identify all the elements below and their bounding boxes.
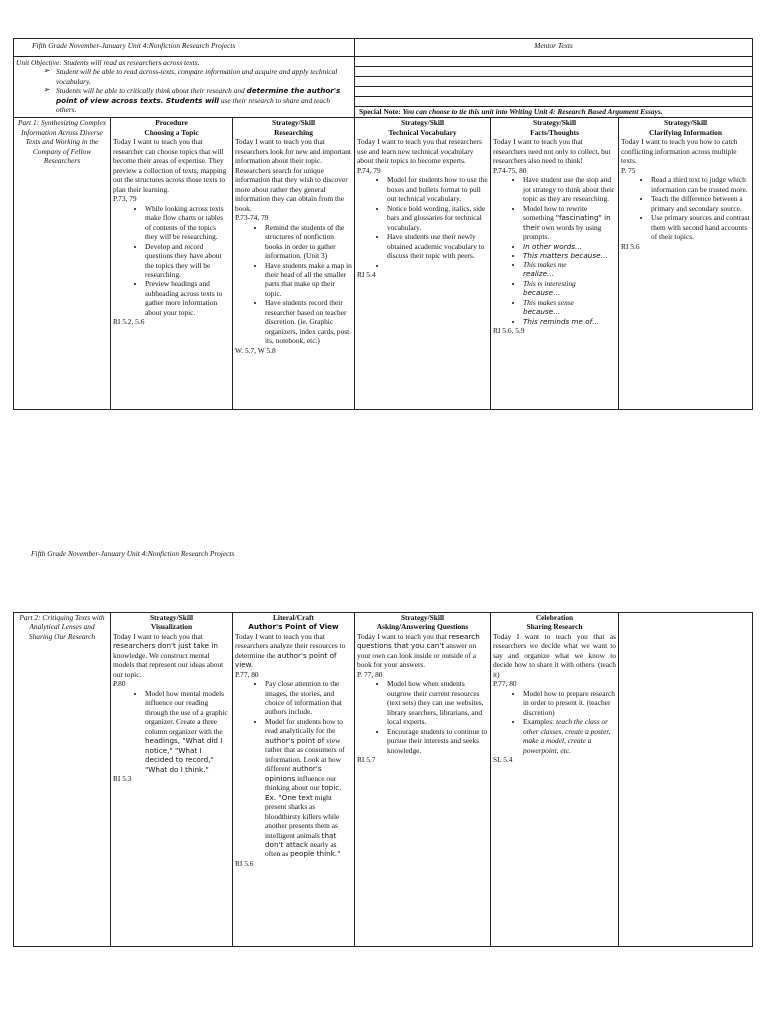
- column-heading: Sharing Research: [526, 622, 583, 632]
- column-heading: Asking/Answering Questions: [376, 622, 469, 632]
- page-reference: P.77, 80: [493, 679, 517, 689]
- strategy-bullet: • Model how to prepare research in order to present it. (teacher discretion): [523, 689, 616, 717]
- column-category: Celebration: [535, 613, 574, 622]
- page-reference: P. 77, 80: [357, 669, 383, 679]
- standards: RI 5.6, 5.9: [493, 326, 525, 336]
- unit-objective-cell: [14, 57, 355, 118]
- column-heading: Visualization: [150, 622, 193, 632]
- unit-objective-title: Unit Objective: Students will read as researchers across texts.: [16, 58, 200, 67]
- strategy-bullet: • Notice bold wording, italics, side bars and glossaries for technical vocabulary.: [387, 204, 488, 232]
- strategy-bullet: • While looking across texts make flow charts or tables of contents of the topics they will be researching.: [145, 204, 230, 242]
- mentor-text-line: [355, 77, 753, 87]
- standards: RI 5.2, 5.6: [113, 317, 145, 327]
- standards: RI 5.3: [113, 773, 132, 783]
- mentor-text-line: [355, 87, 753, 97]
- standards: RI 5.7: [357, 755, 376, 765]
- page-reference: P.73, 79: [113, 194, 137, 204]
- objective-item: ➢ Students will be able to critically think about their research and determine the author's point of view across texts. Students will use their research to share and teach others.: [56, 86, 352, 114]
- strategy-bullet: • Teach the difference between a primary and secondary source.: [651, 194, 750, 213]
- objective-hand-text: determine the author's point of view across texts. Students will: [56, 86, 341, 105]
- teaching-point: Today I want to teach you that researcher can choose topics that will become their areas of expertise. They preview a collection of texts, mapping out the structures across those texts to plan their learning.: [113, 137, 227, 194]
- prompt-bullet: • This makes me realize…: [523, 260, 616, 279]
- authors-point-of-view-column: [233, 613, 355, 947]
- column-category: Procedure: [155, 118, 188, 128]
- special-note-text: You can choose to tie this unit into Writing Unit 4: Research Based Argument Essays.: [402, 107, 663, 116]
- teaching-point: Today I want to teach you how to catch conflicting information across multiple texts.: [621, 137, 738, 166]
- mentor-text-line: [355, 57, 753, 67]
- standards: W. 5.7, W 5.8: [235, 345, 276, 355]
- objective-item: ➢ Student will be able to read across-texts, compare information and acquire and apply technical vocabulary.: [56, 67, 352, 86]
- clarifying-information-column: [619, 118, 753, 410]
- strategy-bullet: • Preview headings and subheading across texts to gather more information about your topic.: [145, 279, 230, 317]
- unit-title-cell: [14, 39, 355, 57]
- special-note-cell: [355, 107, 753, 118]
- teaching-point: Today I want to teach you that researchers need not only to collect, but researchers also need to think!: [493, 137, 611, 166]
- standards: RI 5.6: [621, 241, 640, 251]
- teaching-point: Today I want to teach you that researchers analyze their resources to determine the author's point of view.: [235, 631, 346, 670]
- sharing-research-column: [491, 613, 619, 947]
- strategy-bullet: • Model how to rewrite something "fascinating" in their own words by using prompts.: [523, 204, 616, 242]
- standards: RI 5.4: [357, 269, 376, 279]
- strategy-bullet: • Model for students how to use the boxes and bullets format to pull out technical vocabulary.: [387, 175, 488, 203]
- page-reference: P. 75: [621, 165, 636, 175]
- facts-thoughts-column: [491, 118, 619, 410]
- column-heading: Choosing a Topic: [144, 127, 199, 137]
- column-category: Strategy/Skill: [271, 118, 316, 128]
- unit-title-page-2: Fifth Grade November-January Unit 4:Nonfiction Research Projects: [31, 549, 235, 558]
- technical-vocabulary-column: [355, 118, 491, 410]
- researching-column: [233, 118, 355, 410]
- strategy-bullet: • Have students use their newly obtained academic vocabulary to discuss their topic with peers.: [387, 232, 488, 260]
- empty-column: [619, 613, 753, 947]
- mentor-text-line: [355, 67, 753, 77]
- part-2-label: Part 2: Critiquing Texts with Analytical Lenses and Sharing Our Research: [14, 613, 111, 947]
- strategy-bullet: • Develop and record questions they have about the topics they will be researching.: [145, 242, 230, 280]
- strategy-bullet: • Have students make a map in their head of all the smaller parts that make up their topic.: [265, 261, 352, 299]
- mentor-texts-header: [355, 39, 753, 57]
- strategy-bullet: • Encourage students to continue to pursue their interests and seeks knowledge.: [387, 727, 488, 755]
- strategy-bullet: • Use primary sources and contrast them with second hand accounts of their topics.: [651, 213, 750, 241]
- page-reference: P.73-74, 79: [235, 213, 269, 223]
- page-reference: P.77, 80: [235, 669, 259, 679]
- special-note-label: Special Note:: [359, 107, 401, 116]
- page-reference: P.74, 79: [357, 165, 381, 175]
- column-category: Strategy/Skill: [400, 613, 445, 622]
- standards: RI 5.6: [235, 858, 254, 868]
- strategy-bullet: • Examples: teach the class or other classes, create a poster, make a model, create a powerpoint, etc.: [523, 717, 616, 755]
- column-category: Strategy/Skill: [400, 118, 445, 128]
- prompt-bullet: • This is interesting because…: [523, 279, 616, 298]
- teaching-point: Today I want to teach you that researchers look for new and important information about their topic. Researchers search for unique information that they wish to discover more about rather they general information they can obtain from the book.: [235, 137, 351, 213]
- part-1-label: Part 1: Synthesizing Complex Information Across Diverse Texts and Working in the Company of Fellow Researchers: [14, 118, 111, 410]
- visualization-column: [111, 613, 233, 947]
- column-heading: Technical Vocabulary: [388, 127, 457, 137]
- strategy-bullet: • Model for students how to read analytically for the author's point of view rather that as consumers of information. Look at how different author's opinions influence our thinking about our topic. Ex. "One text might present sharks as bloodthirsty killers while another presents them as intelligent animals that don't attack nearly as often as people think.": [265, 717, 352, 859]
- teaching-point: Today I want to teach you that research questions that you can't answer on your own can look inside or outside of a book for your answers.: [357, 631, 480, 670]
- strategy-bullet: • Have students record their researcher based on teacher discretion. (ie. Graphic organizers, index cards, post its, notebook, etc.): [265, 298, 352, 345]
- column-category: Strategy/Skill: [663, 118, 708, 128]
- strategy-bullet: • Have student use the stop and jot strategy to think about their topic as they are researching.: [523, 175, 616, 203]
- teaching-point: Today I want to teach you that researchers don't just take in knowledge. We construct mental models that represent our ideas about our topic.: [113, 631, 224, 679]
- column-heading: Clarifying Information: [649, 127, 722, 137]
- strategy-bullet: • Pay close attention to the images, the stories, and choice of information that authors include.: [265, 679, 352, 717]
- hand-text: "fascinating" in their: [523, 213, 611, 232]
- teaching-point: Today I want to teach you that as researchers we decide what we want to say and organize what we know to decide how to share it with others. (teach it): [493, 631, 616, 679]
- unit-table-part2: [13, 612, 753, 947]
- standards: SL 5.4: [493, 755, 513, 765]
- strategy-bullet: • Model how mental models influence our reading through the use of a graphic organizer. Create a three column organizer with the headings, "What did I notice," "What I decided to record," "What do I think.": [145, 689, 230, 774]
- prompt-bullet: • This makes sense because…: [523, 298, 616, 317]
- mentor-text-line: [355, 97, 753, 107]
- mentor-texts-label: Mentor Texts: [534, 41, 573, 50]
- column-heading: Facts/Thoughts: [530, 127, 579, 137]
- strategy-bullet: • Read a third text to judge which information can be trusted more.: [651, 175, 750, 194]
- teaching-point: Today I want to teach you that researchers use and learn new technical vocabulary about their topics to become experts.: [357, 137, 482, 166]
- unit-title: Fifth Grade November-January Unit 4:Nonfiction Research Projects: [32, 41, 236, 50]
- asking-answering-questions-column: [355, 613, 491, 947]
- prompt-bullet: • In other words…: [523, 242, 616, 251]
- choosing-topic-column: [111, 118, 233, 410]
- column-category: Strategy/Skill: [532, 118, 577, 128]
- strategy-bullet: • Model how when students outgrow their current resources (text sets) they can use websites, library searchers, librarians, and local experts.: [387, 679, 488, 726]
- column-category: Strategy/Skill: [149, 613, 194, 622]
- page-reference: P.74-75, 80: [493, 165, 527, 175]
- strategy-bullet: • Remind the students of the structures of nonfiction books in order to gather information. (Unit 3): [265, 223, 352, 261]
- column-category: Literal/Craft: [272, 613, 315, 622]
- unit-table-part1: [13, 38, 753, 410]
- column-heading: Author's Point of View: [248, 622, 339, 632]
- page-reference: P.80: [113, 679, 126, 689]
- prompt-bullet: • This reminds me of…: [523, 317, 616, 326]
- prompt-bullet: • This matters because…: [523, 251, 616, 260]
- column-heading: Researching: [274, 127, 313, 137]
- strategy-bullet-empty: [387, 261, 488, 270]
